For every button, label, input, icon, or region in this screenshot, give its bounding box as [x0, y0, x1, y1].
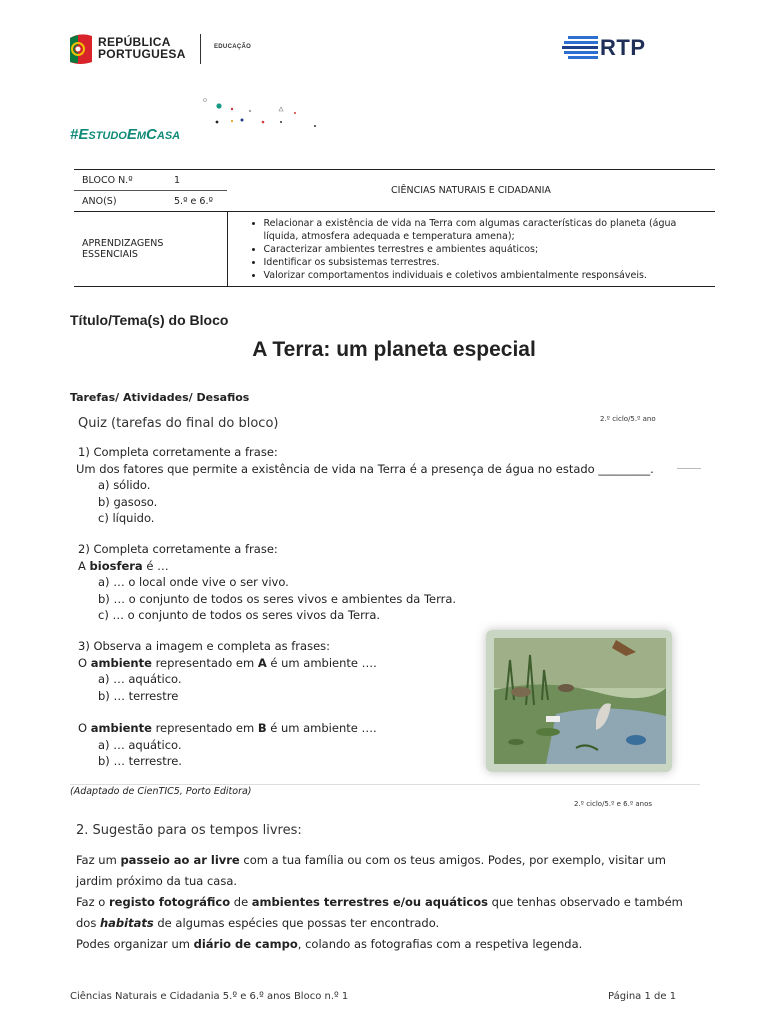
rtp-logo	[562, 34, 682, 62]
sugestao-paragraph-3: Podes organizar um diário de campo, colando as fotografias com a respetiva legenda.	[76, 937, 583, 951]
aprendizagens-cell	[227, 212, 715, 287]
footer-course-info: Ciências Naturais e Cidadania 5.º e 6.º anos Bloco n.º 1	[70, 991, 349, 1002]
subject-name: CIÊNCIAS NATURAIS E CIDADANIA	[227, 170, 715, 212]
aprendizagens-list	[246, 217, 708, 282]
aprendizagens-label: APRENDIZAGENS ESSENCIAIS	[74, 212, 227, 287]
faint-rule	[677, 468, 701, 469]
ciclo-label: 2.º ciclo/5.º ano	[600, 415, 656, 423]
portuguese-flag-icon	[68, 32, 94, 66]
republica-line2: PORTUGUESA	[98, 47, 186, 61]
page-title: A Terra: um planeta especial	[252, 338, 536, 361]
question-1-option-c: c) líquido.	[98, 511, 155, 525]
sugestao-heading: 2. Sugestão para os tempos livres:	[76, 823, 302, 838]
info-table	[74, 169, 715, 287]
bloco-label: BLOCO N.º	[74, 170, 166, 191]
question-3a-text: O ambiente representado em A é um ambiente ….	[78, 655, 377, 670]
question-1-head: 1) Completa corretamente a frase:	[78, 445, 278, 459]
question-3b-option-a: a) … aquático.	[98, 737, 182, 752]
sugestao-text	[76, 850, 706, 955]
separator-line	[70, 784, 700, 785]
rtp-text: RTP	[600, 35, 646, 60]
republica-portuguesa-logo	[68, 32, 268, 68]
ecosystem-image	[486, 630, 672, 772]
sugestao-paragraph-2: Faz o registo fotográfico de ambientes terrestres e/ou aquáticos que tenhas observado e também dos habitats de algumas espécies que possas ter encontrado.	[76, 895, 683, 930]
question-3a-option-b: b) … terrestre	[98, 688, 179, 703]
footer-page-number: Página 1 de 1	[608, 991, 677, 1002]
question-2-text: A biosfera é …	[78, 558, 169, 573]
decorative-dots	[190, 95, 330, 135]
source-note: (Adaptado de CienTIC5, Porto Editora)	[70, 786, 252, 797]
question-3	[78, 638, 478, 770]
question-2-head: 2) Completa corretamente a frase:	[78, 542, 278, 556]
question-2	[78, 541, 638, 624]
question-3a-option-a: a) … aquático.	[98, 672, 182, 686]
sugestao-paragraph-1: Faz um passeio ao ar livre com a tua família ou com os teus amigos. Podes, por exemplo, visitar um jardim próximo da tua casa.	[76, 853, 666, 888]
question-3b-option-b: b) … terrestre.	[98, 754, 182, 768]
aprendizagem-item: • Relacionar a existência de vida na Terra com algumas características do planeta (água líquida, atmosfera adequada e temperatura amena);	[264, 217, 708, 243]
aprendizagem-item: • Valorizar comportamentos individuais e coletivos ambientalmente responsáveis.	[264, 269, 708, 282]
ecosystem-illustration	[486, 630, 672, 772]
question-1	[78, 444, 688, 527]
question-3b-text: O ambiente representado em B é um ambiente ….	[78, 721, 377, 735]
logo-divider	[200, 34, 201, 64]
question-1-option-a: a) sólido.	[98, 478, 151, 492]
quiz-label: Quiz (tarefas do final do bloco)	[78, 416, 279, 431]
tarefas-label: Tarefas/ Atividades/ Desafios	[70, 391, 250, 404]
question-1-option-b: b) gasoso.	[98, 494, 158, 509]
question-2-option-a: a) … o local onde vive o ser vivo.	[98, 575, 289, 589]
aprendizagem-item: • Identificar os subsistemas terrestres.	[264, 256, 708, 269]
rtp-bars-icon	[562, 34, 598, 62]
republica-line1: REPÚBLICA	[98, 35, 171, 49]
question-2-option-b: b) … o conjunto de todos os seres vivos e ambientes da Terra.	[98, 591, 457, 606]
anos-value: 5.º e 6.º	[166, 191, 227, 212]
question-1-text: Um dos fatores que permite a existência de vida na Terra é a presença de água no estado _________.	[76, 461, 654, 476]
ministry-label: EDUCAÇÃO	[214, 44, 252, 50]
aprendizagem-item: • Caracterizar ambientes terrestres e ambientes aquáticos;	[264, 243, 708, 256]
hashtag-estudo-em-casa: #ESTUDOEMCASA	[70, 126, 181, 143]
ciclo-label-2: 2.º ciclo/5.º e 6.º anos	[574, 800, 653, 808]
question-2-option-c: c) … o conjunto de todos os seres vivos da Terra.	[98, 608, 381, 622]
question-3-head: 3) Observa a imagem e completa as frases:	[78, 639, 331, 653]
titulo-tema-label: Título/Tema(s) do Bloco	[70, 312, 229, 328]
anos-label: ANO(S)	[74, 191, 166, 212]
bloco-value: 1	[166, 170, 227, 191]
